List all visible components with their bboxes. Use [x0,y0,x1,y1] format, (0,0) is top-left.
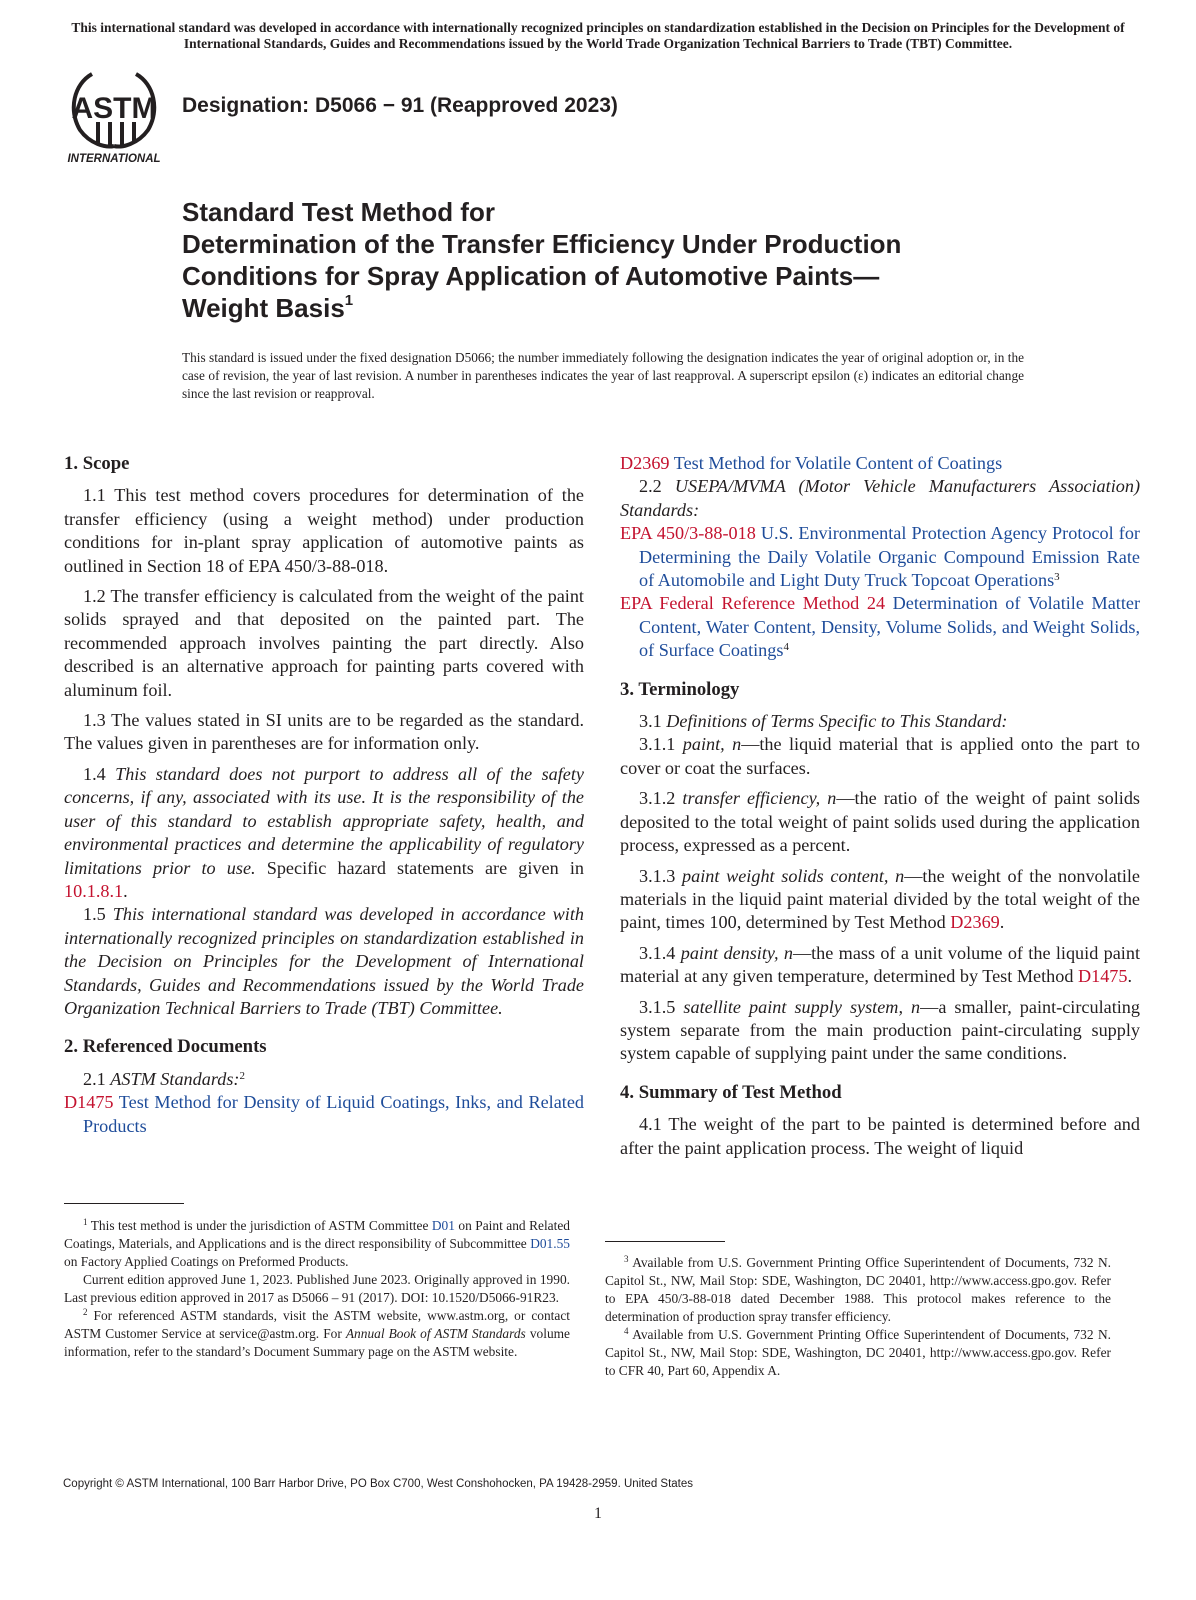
footnotes-left [64,1217,570,1361]
standard-link[interactable]: D1475 [1077,966,1128,987]
svg-text:INTERNATIONAL: INTERNATIONAL [67,153,161,165]
definition-3-1-1: 3.1.1 paint, n—the liquid material that is applied onto the part to cover or coat the surfaces. [620,734,1141,778]
title-line: Standard Test Method for [182,197,495,227]
paragraph-3-1: 3.1 Definitions of Terms Specific to This Standard: [639,711,1008,732]
astm-logo [62,66,166,166]
definition-3-1-2: 3.1.2 transfer efficiency, n—the ratio of the weight of paint solids deposited to the total weight of paint solids used during the application process, expressed as a percent. [620,788,1140,856]
footnote-3: $^3$ Available from U.S. Government Printing Office Superintendent of Documents, 732 N. Capitol St., NW, Mail Stop: SDE, Washington, DC 20401, http://www.access.gpo.gov. Refer to EPA 450/3-88-018 dated December 1988. This protocol makes reference to the determination of production spray transfer efficiency. [605,1254,1111,1324]
paragraph-4-1: 4.1 The weight of the part to be painted is determined before and after the paint application process. The weight of liquid [620,1114,1140,1158]
svg-text:ASTM: ASTM [71,92,157,125]
section-heading-summary: 4. Summary of Test Method [620,1081,842,1103]
footnote-2: $^2$ For referenced ASTM standards, visit the ASTM website, www.astm.org, or contact ASTM Customer Service at service@astm.org. For Annual Book of ASTM Standards volume information, refer to the standard’s Document Summary page on the ASTM website. [64,1307,570,1359]
section-heading-referenced: 2. Referenced Documents [64,1036,267,1058]
definition-3-1-4: 3.1.4 paint density, n—the mass of a unit volume of the liquid paint material at any given temperature, determined by Test Method D1475. [620,942,1141,987]
definition-3-1-5: 3.1.5 satellite paint supply system, n—a smaller, paint-circulating system separate from the main production paint-circulating supply system capable of supplying paint under the same conditions. [620,996,1140,1064]
paragraph-1-1: 1.1 This test method covers procedures for determination of the transfer efficiency (using a weight method) under production conditions for in-plant spray application of automotive paints as outlined in Section 18 of EPA 450/3-88-018. [64,485,584,576]
reference-item[interactable]: D1475 Test Method for Density of Liquid Coatings, Inks, and Related Products [64,1092,585,1136]
section-link[interactable]: 10.1.8.1 [64,880,124,901]
footnotes-right [605,1254,1111,1380]
standard-link[interactable]: D2369 [950,912,1000,933]
title-line: Conditions for Spray Application of Automotive Paints— [182,261,880,291]
astm-logo-mark [67,74,160,165]
copyright: Copyright © ASTM International, 100 Barr Harbor Drive, PO Box C700, West Conshohocken, PA 19428-2959. United States [63,1478,694,1490]
left-column [64,452,584,1138]
definition-3-1-3: 3.1.3 paint weight solids content, n—the weight of the nonvolatile materials in the liquid paint material divided by the total weight of the paint, times 100, determined by Test Method D2369. [620,865,1141,933]
reference-item[interactable]: EPA 450/3-88-018 U.S. Environmental Protection Agency Protocol for Determining the Daily Volatile Organic Compound Emission Rate of Automobile and Light Duty Truck Topcoat Operations$^3$ [620,523,1140,591]
footnote-edition: Current edition approved June 1, 2023. Published June 2023. Originally approved in 1990. Last previous edition approved in 2017 as D5066 – 91 (2017). DOI: 10.1520/D5066-91R23. [64,1272,570,1305]
section-heading-terminology: 3. Terminology [620,678,740,700]
title-line: Weight Basis$^1$ [182,292,354,323]
paragraph-2-2: 2.2 USEPA/MVMA (Motor Vehicle Manufacturers Association) Standards: [620,476,1140,520]
document-title [182,196,1082,324]
footnote-4: $^4$ Available from U.S. Government Printing Office Superintendent of Documents, 732 N. Capitol St., NW, Mail Stop: SDE, Washington, DC 20401, http://www.access.gpo.gov. Refer to CFR 40, Part 60, Appendix A. [605,1326,1111,1378]
page-number: 1 [594,1505,602,1522]
footnote-1: $^1$ This test method is under the jurisdiction of ASTM Committee D01 on Paint and Related Coatings, Materials, and Applications and is the direct responsibility of Subcommittee D01.55 on Factory Applied Coatings on Preformed Products. [64,1217,570,1269]
paragraph-1-3: 1.3 The values stated in SI units are to be regarded as the standard. The values given in parentheses are for information only. [64,710,584,754]
issue-note: This standard is issued under the fixed designation D5066; the number immediately following the designation indicates the year of original adoption or, in the case of revision, the year of last revision. A number in parentheses indicates the year of last reapproval. A superscript epsilon (ε) indicates an editorial change since the last revision or reapproval. [182,350,1024,401]
reference-item[interactable]: D2369 Test Method for Volatile Content of Coatings [620,453,1003,473]
subcommittee-link[interactable]: D01.55 [530,1236,570,1251]
section-heading-scope: 1. Scope [64,453,130,474]
title-line: Determination of the Transfer Efficiency Under Production [182,229,902,259]
footnote-divider [605,1241,725,1242]
paragraph-1-4: 1.4 This standard does not purport to address all of the safety concerns, if any, associated with its use. It is the responsibility of the user of this standard to establish appropriate safety, health, and environmental practices and determine the applicability of regulatory limitations prior to use. Specific hazard statements are given in 10.1.8.1. [64,763,584,901]
footnote-divider [64,1203,184,1204]
paragraph-2-1: 2.1 ASTM Standards:$^2$ [83,1068,245,1089]
committee-link[interactable]: D01 [431,1218,455,1233]
paragraph-1-2: 1.2 The transfer efficiency is calculated from the weight of the paint solids sprayed and that deposited on the painted part. The recommended approach involves painting the part directly. Also described is an alternative approach for painting parts covered with aluminum foil. [64,586,584,700]
paragraph-1-5: 1.5 This international standard was developed in accordance with internationally recognized principles on standardization established in the Decision on Principles for the Development of International Standards, Guides and Recommendations issued by the World Trade Organization Technical Barriers to Trade (TBT) Committee. [64,904,585,1018]
top-note: This international standard was developed in accordance with internationally recognized principles on standardization established in the Decision on Principles for the Development of International Standards, Guides and Recommendations issued by the World Trade Organization Technical Barriers to Trade (TBT) Committee. [71,20,1125,51]
footnote-mark: 1 [344,292,354,309]
designation: Designation: D5066 − 91 (Reapproved 2023) [182,94,618,117]
right-column [620,452,1140,1167]
reference-item[interactable]: EPA Federal Reference Method 24 Determination of Volatile Matter Content, Water Content, Density, Volume Solids, and Weight Solids, of Surface Coatings$^4$ [620,593,1140,661]
